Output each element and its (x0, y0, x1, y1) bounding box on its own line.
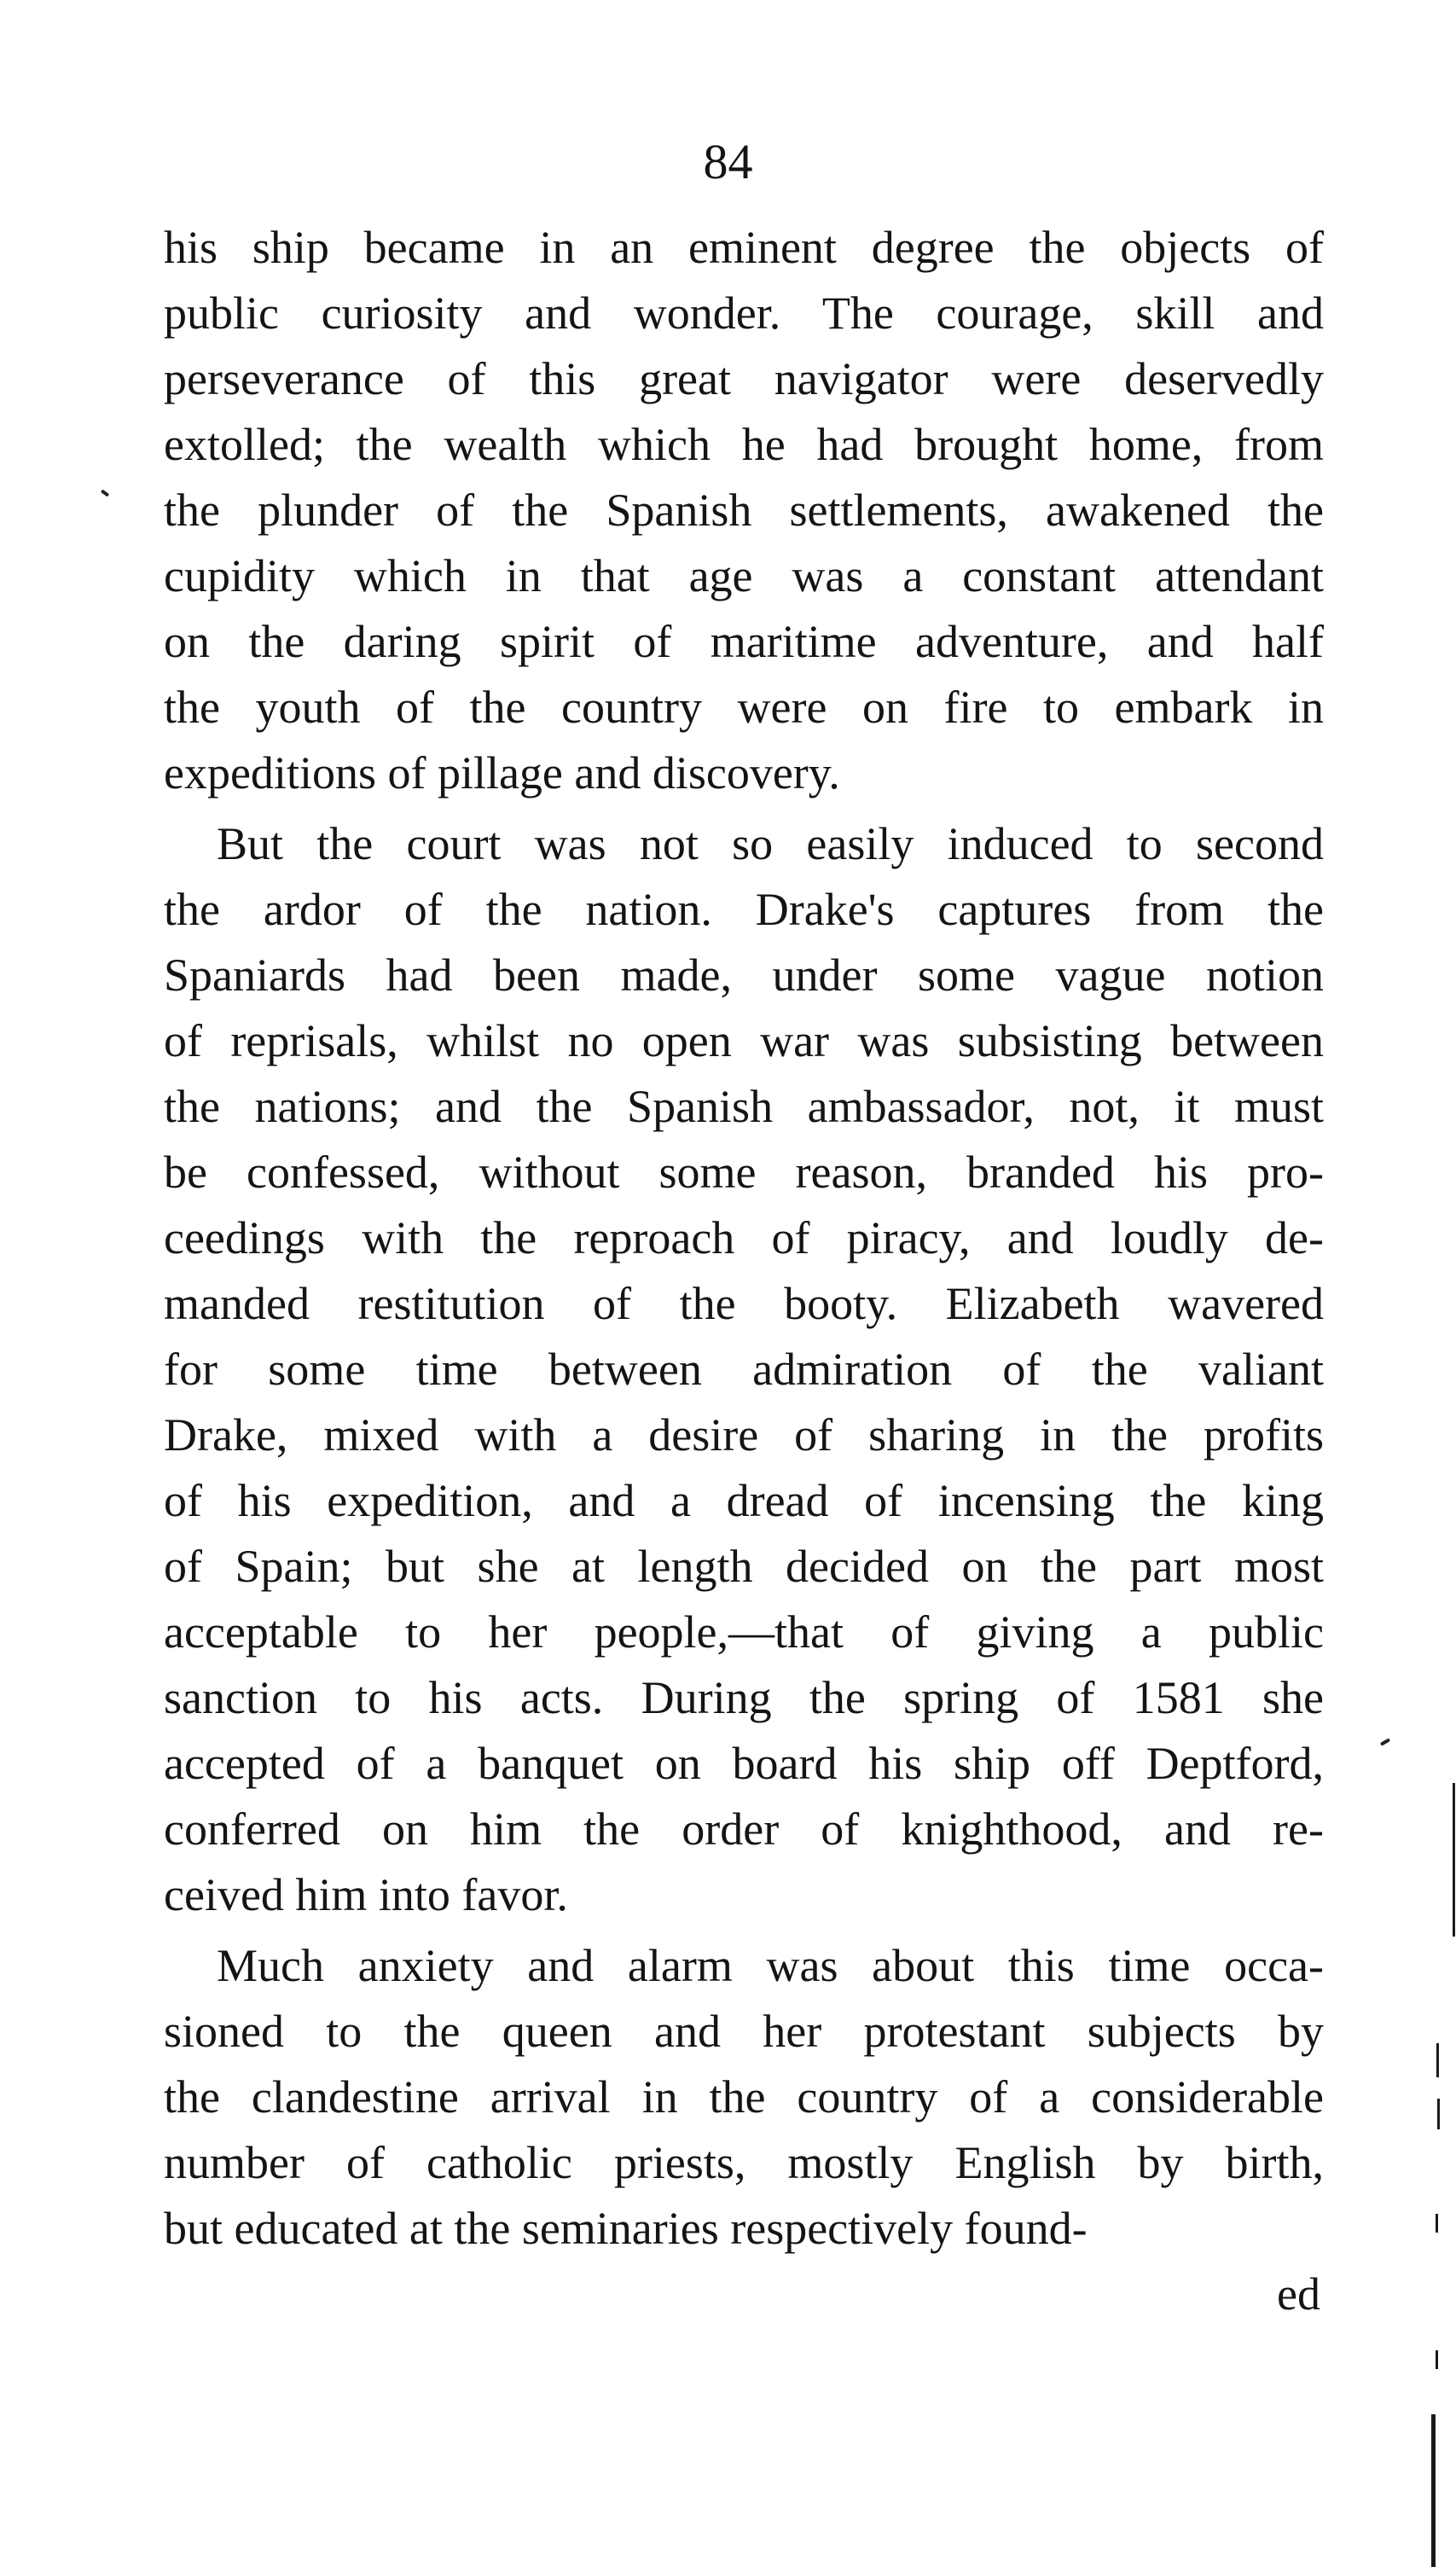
text-line: the plunder of the Spanish settlements, awakened the (164, 485, 1324, 536)
text-line: but educated at the seminaries respectively found- (164, 2203, 1088, 2254)
text-line: sioned to the queen and her protestant subjects by (164, 2006, 1324, 2057)
text-line: number of catholic priests, mostly English by birth, (164, 2137, 1324, 2188)
scan-edge-mark (1436, 2214, 1438, 2233)
text-line: acceptable to her people,—that of giving a public (164, 1606, 1324, 1658)
catchword: ed (1277, 2268, 1320, 2320)
text-line: the ardor of the nation. Drake's captures from the (164, 884, 1324, 935)
text-line: sanction to his acts. During the spring of 1581 she (164, 1672, 1324, 1723)
page-number: 84 (703, 134, 753, 189)
text-line: manded restitution of the booty. Elizabeth wavered (164, 1278, 1324, 1329)
text-line: the clandestine arrival in the country of a considerable (164, 2071, 1324, 2123)
scan-edge-mark (1436, 2043, 1439, 2077)
text-line: But the court was not so easily induced to second (217, 818, 1324, 869)
text-line: ceived him into favor. (164, 1869, 568, 1920)
text-line: Spaniards had been made, under some vague notion (164, 950, 1324, 1001)
text-line: perseverance of this great navigator were deservedly (164, 353, 1324, 404)
paragraph (164, 811, 1324, 1928)
paragraph (164, 215, 1324, 806)
stray-mark (101, 489, 109, 497)
text-line: conferred on him the order of knighthood, and re- (164, 1803, 1324, 1855)
text-line: public curiosity and wonder. The courage, skill and (164, 287, 1324, 339)
text-line: expeditions of pillage and discovery. (164, 747, 840, 799)
scan-edge-mark (1437, 2099, 1440, 2129)
text-line: his ship became in an eminent degree the objects of (164, 222, 1324, 273)
text-line: for some time between admiration of the valiant (164, 1344, 1324, 1395)
text-line: of Spain; but she at length decided on the part most (164, 1541, 1324, 1592)
stray-mark (1380, 1738, 1390, 1745)
text-line: Drake, mixed with a desire of sharing in the profits (164, 1409, 1324, 1461)
scan-edge-mark (1431, 2414, 1436, 2567)
text-line: of his expedition, and a dread of incensing the king (164, 1475, 1324, 1526)
text-line: be confessed, without some reason, branded his pro- (164, 1147, 1324, 1198)
scan-edge-mark (1453, 1783, 1455, 1937)
text-line: of reprisals, whilst no open war was subsisting between (164, 1015, 1324, 1066)
text-line: Much anxiety and alarm was about this time occa- (217, 1940, 1324, 1991)
scan-edge-mark (1436, 2350, 1438, 2369)
body-text (164, 215, 1324, 2327)
text-line: extolled; the wealth which he had brought home, from (164, 419, 1324, 470)
text-line: on the daring spirit of maritime adventure, and half (164, 616, 1324, 667)
paragraph (164, 1933, 1324, 2262)
text-line: accepted of a banquet on board his ship off Deptford, (164, 1738, 1324, 1789)
text-line: the nations; and the Spanish ambassador, not, it must (164, 1081, 1324, 1132)
text-line: the youth of the country were on fire to embark in (164, 682, 1324, 733)
text-line: ceedings with the reproach of piracy, and loudly de- (164, 1212, 1324, 1263)
text-line: cupidity which in that age was a constant attendant (164, 550, 1324, 601)
